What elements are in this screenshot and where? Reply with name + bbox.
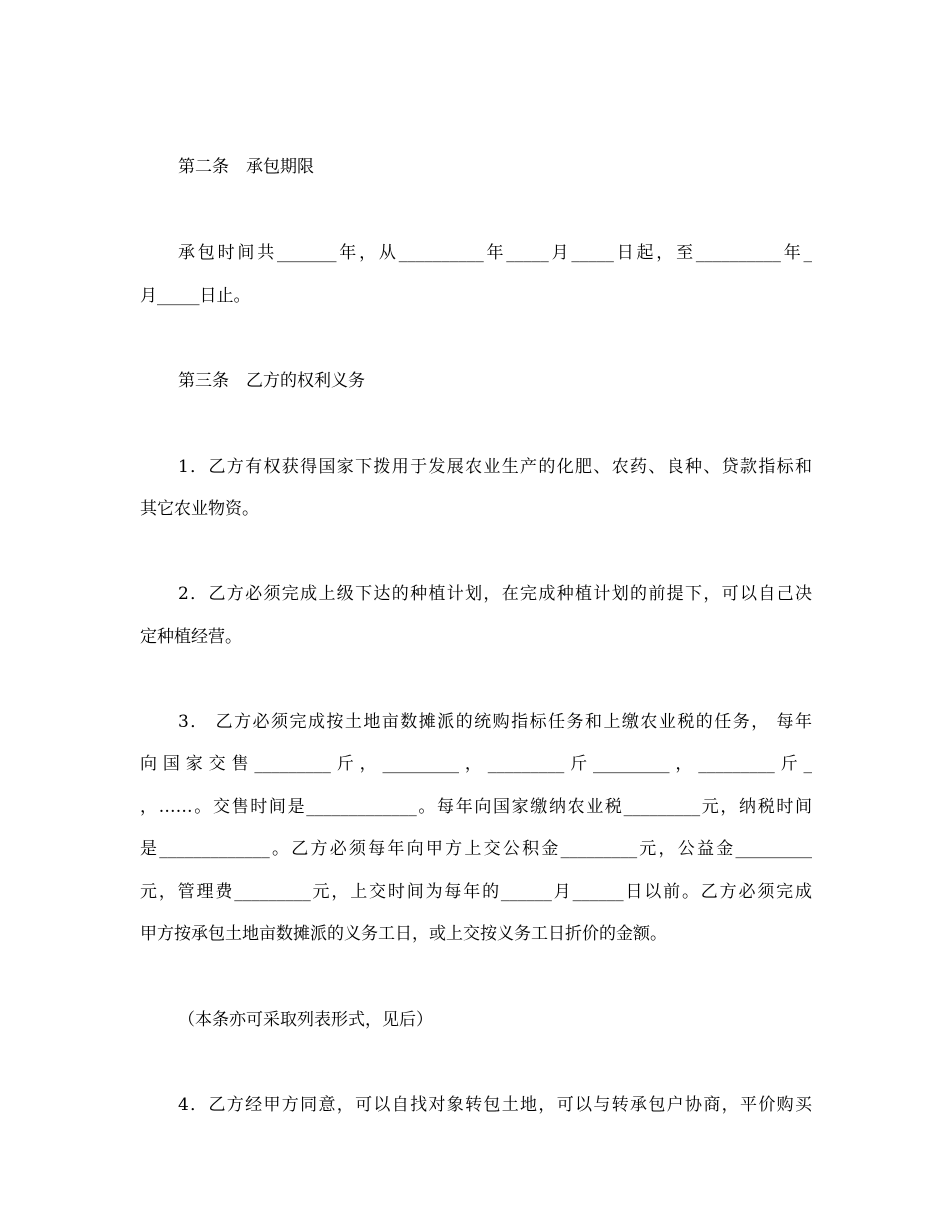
article-3-item-3-line-4: 是_____________。乙方必须每年向甲方上交公积金_________元，公益金_________ [140, 839, 812, 859]
article-2-term-line-1: 承包时间共_______年，从__________年_____月_____日起，至__________年_ [178, 243, 812, 263]
article-3-item-1-line-2: 其它农业物资。 [140, 499, 259, 519]
article-3-item-3-line-5: 元，管理费_________元，上交时间为每年的______月______日以前。乙方必须完成 [140, 882, 812, 902]
article-2-term-line-2: 月_____日止。 [140, 286, 251, 306]
article-3-heading: 第三条 乙方的权利义务 [178, 371, 365, 391]
article-3-item-3-line-6: 甲方按承包土地亩数摊派的义务工日，或上交按义务工日折价的金额。 [140, 924, 667, 944]
article-3-item-3-line-1: 3． 乙方必须完成按土地亩数摊派的统购指标任务和上缴农业税的任务， 每年 [178, 712, 812, 732]
article-3-item-1-line-1: 1．乙方有权获得国家下拨用于发展农业生产的化肥、农药、良种、贷款指标和 [178, 457, 812, 477]
article-3-item-3-line-2: 向国家交售_________斤，_________，_________斤_________，_________斤_ [140, 754, 812, 774]
article-2-heading: 第二条 承包期限 [178, 157, 314, 177]
article-3-note: （本条亦可采取列表形式，见后） [178, 1010, 433, 1030]
article-3-item-3-line-3: ，……。交售时间是_____________。每年向国家缴纳农业税_________元，纳税时间 [140, 797, 812, 817]
article-3-item-4-line-1: 4．乙方经甲方同意，可以自找对象转包土地，可以与转承包户协商，平价购买 [178, 1095, 812, 1115]
article-3-item-2-line-1: 2．乙方必须完成上级下达的种植计划，在完成种植计划的前提下，可以自己决 [178, 584, 812, 604]
article-3-item-2-line-2: 定种植经营。 [140, 627, 242, 647]
